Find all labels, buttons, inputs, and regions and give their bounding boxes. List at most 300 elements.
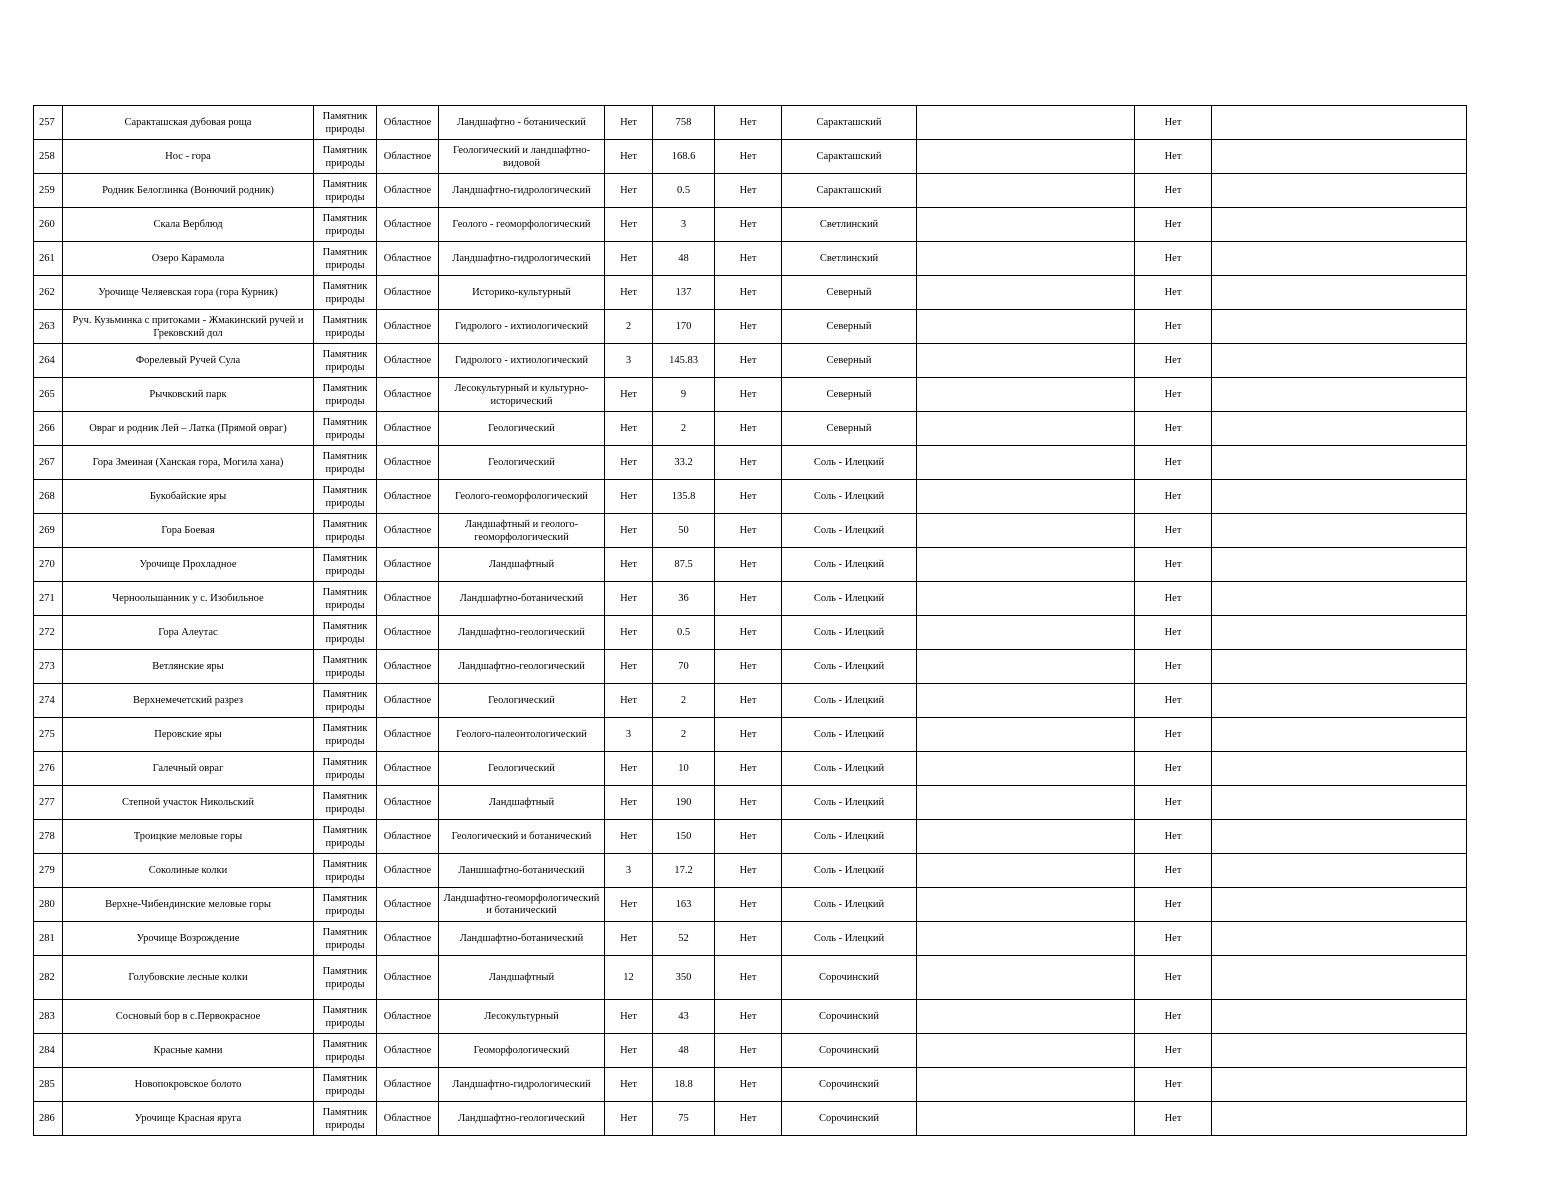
column-7-value: Нет: [715, 786, 782, 820]
row-number: 280: [34, 888, 63, 922]
area: 87.5: [653, 548, 715, 582]
table-row: [34, 140, 1467, 174]
profile: [439, 888, 605, 922]
column-10-value: Нет: [1135, 582, 1212, 616]
column-11-value: [1212, 854, 1467, 888]
significance: Областное: [377, 854, 439, 888]
object-name: Нос - гора: [63, 140, 314, 174]
column-5-value: 3: [605, 718, 653, 752]
column-11-value: [1212, 922, 1467, 956]
column-11-value: [1212, 1034, 1467, 1068]
table-row: [34, 242, 1467, 276]
district: Саракташский: [782, 106, 917, 140]
area: 145.83: [653, 344, 715, 378]
object-name: Степной участок Никольский: [63, 786, 314, 820]
district: Соль - Илецкий: [782, 854, 917, 888]
district: Сорочинский: [782, 1102, 917, 1136]
column-10-value: Нет: [1135, 752, 1212, 786]
district: Светлинский: [782, 208, 917, 242]
column-10-value: Нет: [1135, 140, 1212, 174]
column-7-value: Нет: [715, 174, 782, 208]
area: 36: [653, 582, 715, 616]
table-row: [34, 378, 1467, 412]
district: Северный: [782, 310, 917, 344]
column-9-value: [917, 1068, 1135, 1102]
significance: Областное: [377, 616, 439, 650]
column-9-value: [917, 310, 1135, 344]
column-5-value: Нет: [605, 1102, 653, 1136]
column-5-value: Нет: [605, 650, 653, 684]
district: Северный: [782, 412, 917, 446]
column-5-value: Нет: [605, 242, 653, 276]
column-7-value: Нет: [715, 888, 782, 922]
district: Соль - Илецкий: [782, 922, 917, 956]
profile: Ландшафтный: [439, 548, 605, 582]
object-name: Верхне-Чибендинские меловые горы: [63, 888, 314, 922]
column-5-value: Нет: [605, 616, 653, 650]
significance: Областное: [377, 514, 439, 548]
column-9-value: [917, 922, 1135, 956]
table-row: [34, 1068, 1467, 1102]
column-9-value: [917, 752, 1135, 786]
column-9-value: [917, 956, 1135, 1000]
column-5-value: Нет: [605, 446, 653, 480]
category: Памятник природы: [314, 922, 377, 956]
profile: Ландшафтный: [439, 956, 605, 1000]
column-11-value: [1212, 412, 1467, 446]
table-row: [34, 106, 1467, 140]
district: Северный: [782, 378, 917, 412]
column-7-value: Нет: [715, 1000, 782, 1034]
profile: Геологический: [439, 446, 605, 480]
row-number: 282: [34, 956, 63, 1000]
column-7-value: Нет: [715, 684, 782, 718]
significance: Областное: [377, 820, 439, 854]
column-9-value: [917, 378, 1135, 412]
area: 163: [653, 888, 715, 922]
row-number: 281: [34, 922, 63, 956]
column-10-value: Нет: [1135, 378, 1212, 412]
area: 2: [653, 718, 715, 752]
significance: Областное: [377, 480, 439, 514]
area: 3: [653, 208, 715, 242]
column-9-value: [917, 854, 1135, 888]
column-11-value: [1212, 242, 1467, 276]
object-name: Форелевый Ручей Сула: [63, 344, 314, 378]
profile: Геолого-геоморфологический: [439, 480, 605, 514]
column-5-value: Нет: [605, 684, 653, 718]
area: 52: [653, 922, 715, 956]
column-10-value: Нет: [1135, 1034, 1212, 1068]
row-number: 263: [34, 310, 63, 344]
area: 758: [653, 106, 715, 140]
column-9-value: [917, 242, 1135, 276]
column-7-value: Нет: [715, 956, 782, 1000]
district: Соль - Илецкий: [782, 820, 917, 854]
table-row: [34, 480, 1467, 514]
category: Памятник природы: [314, 378, 377, 412]
district: Соль - Илецкий: [782, 480, 917, 514]
column-9-value: [917, 514, 1135, 548]
category: Памятник природы: [314, 174, 377, 208]
column-11-value: [1212, 276, 1467, 310]
table-row: [34, 344, 1467, 378]
category: Памятник природы: [314, 344, 377, 378]
object-name: Черноольшанник у с. Изобильное: [63, 582, 314, 616]
column-7-value: Нет: [715, 1068, 782, 1102]
column-7-value: Нет: [715, 820, 782, 854]
area: 33.2: [653, 446, 715, 480]
district: Северный: [782, 344, 917, 378]
column-5-value: 3: [605, 854, 653, 888]
area: 350: [653, 956, 715, 1000]
row-number: 270: [34, 548, 63, 582]
column-11-value: [1212, 582, 1467, 616]
column-10-value: Нет: [1135, 650, 1212, 684]
object-name: Урочище Челяевская гора (гора Курник): [63, 276, 314, 310]
district: Сорочинский: [782, 1034, 917, 1068]
column-5-value: Нет: [605, 582, 653, 616]
category: Памятник природы: [314, 820, 377, 854]
column-7-value: Нет: [715, 616, 782, 650]
table-row: [34, 922, 1467, 956]
area: 150: [653, 820, 715, 854]
column-7-value: Нет: [715, 208, 782, 242]
column-11-value: [1212, 1000, 1467, 1034]
column-11-value: [1212, 174, 1467, 208]
column-7-value: Нет: [715, 310, 782, 344]
object-name: Урочище Красная яруга: [63, 1102, 314, 1136]
area: 75: [653, 1102, 715, 1136]
column-9-value: [917, 786, 1135, 820]
column-10-value: Нет: [1135, 208, 1212, 242]
row-number: 262: [34, 276, 63, 310]
significance: Областное: [377, 650, 439, 684]
column-11-value: [1212, 956, 1467, 1000]
column-9-value: [917, 276, 1135, 310]
category: Памятник природы: [314, 718, 377, 752]
district: Соль - Илецкий: [782, 684, 917, 718]
column-7-value: Нет: [715, 106, 782, 140]
district: Соль - Илецкий: [782, 446, 917, 480]
district: Соль - Илецкий: [782, 786, 917, 820]
significance: Областное: [377, 140, 439, 174]
column-9-value: [917, 1000, 1135, 1034]
district: Сорочинский: [782, 1068, 917, 1102]
object-name: Рычковский парк: [63, 378, 314, 412]
table-row: [34, 1034, 1467, 1068]
profile: Ландшафтно-ботанический: [439, 582, 605, 616]
column-5-value: 2: [605, 310, 653, 344]
area: 0.5: [653, 616, 715, 650]
object-name: Гора Боевая: [63, 514, 314, 548]
district: Сорочинский: [782, 956, 917, 1000]
table-row: [34, 412, 1467, 446]
object-name: Новопокровское болото: [63, 1068, 314, 1102]
district: Соль - Илецкий: [782, 514, 917, 548]
column-11-value: [1212, 548, 1467, 582]
column-10-value: Нет: [1135, 344, 1212, 378]
column-9-value: [917, 650, 1135, 684]
column-11-value: [1212, 208, 1467, 242]
row-number: 284: [34, 1034, 63, 1068]
row-number: 261: [34, 242, 63, 276]
table-row: [34, 854, 1467, 888]
column-11-value: [1212, 140, 1467, 174]
category: Памятник природы: [314, 140, 377, 174]
row-number: 285: [34, 1068, 63, 1102]
row-number: 283: [34, 1000, 63, 1034]
table-row: [34, 650, 1467, 684]
column-10-value: Нет: [1135, 446, 1212, 480]
table-row: [34, 276, 1467, 310]
column-11-value: [1212, 514, 1467, 548]
column-5-value: Нет: [605, 174, 653, 208]
object-name: Верхнемечетский разрез: [63, 684, 314, 718]
category: Памятник природы: [314, 684, 377, 718]
significance: Областное: [377, 310, 439, 344]
category: Памятник природы: [314, 582, 377, 616]
column-7-value: Нет: [715, 582, 782, 616]
profile: Лесокультурный: [439, 1000, 605, 1034]
column-10-value: Нет: [1135, 310, 1212, 344]
object-name: Красные камни: [63, 1034, 314, 1068]
category: Памятник природы: [314, 650, 377, 684]
category: Памятник природы: [314, 446, 377, 480]
profile: Геолого-палеонтологический: [439, 718, 605, 752]
district: Соль - Илецкий: [782, 888, 917, 922]
column-7-value: Нет: [715, 242, 782, 276]
district: Соль - Илецкий: [782, 650, 917, 684]
column-10-value: Нет: [1135, 174, 1212, 208]
column-5-value: Нет: [605, 480, 653, 514]
column-10-value: Нет: [1135, 820, 1212, 854]
profile: Историко-культурный: [439, 276, 605, 310]
column-11-value: [1212, 786, 1467, 820]
area: 17.2: [653, 854, 715, 888]
district: Северный: [782, 276, 917, 310]
significance: Областное: [377, 1034, 439, 1068]
profile: Ландшафтно-ботанический: [439, 922, 605, 956]
significance: Областное: [377, 786, 439, 820]
area: 2: [653, 684, 715, 718]
profile: Ландшафтно-гидрологический: [439, 242, 605, 276]
profile: Геологический: [439, 684, 605, 718]
column-10-value: Нет: [1135, 514, 1212, 548]
column-10-value: Нет: [1135, 718, 1212, 752]
profile: Геологический и ландшафтно-видовой: [439, 140, 605, 174]
area: 70: [653, 650, 715, 684]
row-number: 264: [34, 344, 63, 378]
category: Памятник природы: [314, 1102, 377, 1136]
column-10-value: Нет: [1135, 548, 1212, 582]
row-number: 277: [34, 786, 63, 820]
column-5-value: Нет: [605, 208, 653, 242]
row-number: 272: [34, 616, 63, 650]
table-row: [34, 548, 1467, 582]
district: Соль - Илецкий: [782, 582, 917, 616]
area: 190: [653, 786, 715, 820]
column-5-value: Нет: [605, 752, 653, 786]
profile: Геологический: [439, 412, 605, 446]
column-9-value: [917, 208, 1135, 242]
column-7-value: Нет: [715, 1034, 782, 1068]
column-7-value: Нет: [715, 752, 782, 786]
column-7-value: Нет: [715, 548, 782, 582]
district: Соль - Илецкий: [782, 616, 917, 650]
profile: Геолого - геоморфологический: [439, 208, 605, 242]
protected-areas-table: [33, 105, 1467, 1136]
significance: Областное: [377, 276, 439, 310]
significance: Областное: [377, 1068, 439, 1102]
column-11-value: [1212, 480, 1467, 514]
profile: Ландшафтно-геологический: [439, 1102, 605, 1136]
district: Соль - Илецкий: [782, 548, 917, 582]
significance: Областное: [377, 1000, 439, 1034]
category: Памятник природы: [314, 276, 377, 310]
table-body: [34, 106, 1467, 1136]
district: Соль - Илецкий: [782, 752, 917, 786]
category: Памятник природы: [314, 310, 377, 344]
column-11-value: [1212, 650, 1467, 684]
column-5-value: Нет: [605, 922, 653, 956]
category: Памятник природы: [314, 548, 377, 582]
table-row: [34, 310, 1467, 344]
column-11-value: [1212, 378, 1467, 412]
table-row: [34, 174, 1467, 208]
object-name: Троицкие меловые горы: [63, 820, 314, 854]
table-row: [34, 956, 1467, 1000]
object-name: Овраг и родник Лей – Латка (Прямой овраг): [63, 412, 314, 446]
area: 137: [653, 276, 715, 310]
table-row: [34, 582, 1467, 616]
significance: Областное: [377, 1102, 439, 1136]
significance: Областное: [377, 718, 439, 752]
object-name: Голубовские лесные колки: [63, 956, 314, 1000]
column-9-value: [917, 582, 1135, 616]
object-name: Озеро Карамола: [63, 242, 314, 276]
significance: Областное: [377, 548, 439, 582]
column-9-value: [917, 140, 1135, 174]
table-row: [34, 718, 1467, 752]
column-7-value: Нет: [715, 514, 782, 548]
column-9-value: [917, 888, 1135, 922]
object-name: Руч. Кузьминка с притоками - Жмакинский ручей и Грековский дол: [63, 310, 314, 344]
column-7-value: Нет: [715, 650, 782, 684]
column-5-value: Нет: [605, 548, 653, 582]
profile: Ландшафтно-гидрологический: [439, 174, 605, 208]
object-name: Гора Змеиная (Ханская гора, Могила хана): [63, 446, 314, 480]
category: Памятник природы: [314, 242, 377, 276]
column-5-value: 12: [605, 956, 653, 1000]
row-number: 269: [34, 514, 63, 548]
column-5-value: Нет: [605, 1000, 653, 1034]
column-9-value: [917, 718, 1135, 752]
column-10-value: Нет: [1135, 786, 1212, 820]
object-name: Ветлянские яры: [63, 650, 314, 684]
column-9-value: [917, 480, 1135, 514]
profile: Ландшафтно - ботанический: [439, 106, 605, 140]
object-name: Скала Верблюд: [63, 208, 314, 242]
category: Памятник природы: [314, 412, 377, 446]
category: Памятник природы: [314, 1034, 377, 1068]
table-row: [34, 752, 1467, 786]
category: Памятник природы: [314, 106, 377, 140]
category: Памятник природы: [314, 854, 377, 888]
area: 10: [653, 752, 715, 786]
column-11-value: [1212, 344, 1467, 378]
area: 50: [653, 514, 715, 548]
profile: Геологический и ботанический: [439, 820, 605, 854]
profile: Гидролого - ихтиологический: [439, 310, 605, 344]
column-10-value: Нет: [1135, 242, 1212, 276]
table-row: [34, 616, 1467, 650]
area: 18.8: [653, 1068, 715, 1102]
column-11-value: [1212, 1068, 1467, 1102]
category: Памятник природы: [314, 786, 377, 820]
profile-text: Ландшафтно-геоморфологический и ботанический: [443, 892, 600, 916]
row-number: 267: [34, 446, 63, 480]
object-name: Урочище Возрождение: [63, 922, 314, 956]
significance: Областное: [377, 956, 439, 1000]
profile: Ландшафтно-гидрологический: [439, 1068, 605, 1102]
table-row: [34, 514, 1467, 548]
column-5-value: Нет: [605, 140, 653, 174]
column-9-value: [917, 344, 1135, 378]
column-10-value: Нет: [1135, 684, 1212, 718]
column-5-value: Нет: [605, 1068, 653, 1102]
district: Сорочинский: [782, 1000, 917, 1034]
area: 9: [653, 378, 715, 412]
row-number: 258: [34, 140, 63, 174]
significance: Областное: [377, 888, 439, 922]
column-11-value: [1212, 718, 1467, 752]
area: 170: [653, 310, 715, 344]
category: Памятник природы: [314, 752, 377, 786]
column-10-value: Нет: [1135, 1102, 1212, 1136]
object-name: Соколиные колки: [63, 854, 314, 888]
column-11-value: [1212, 310, 1467, 344]
column-9-value: [917, 548, 1135, 582]
row-number: 278: [34, 820, 63, 854]
category: Памятник природы: [314, 208, 377, 242]
table-row: [34, 888, 1467, 922]
significance: Областное: [377, 684, 439, 718]
object-name: Букобайские яры: [63, 480, 314, 514]
column-9-value: [917, 684, 1135, 718]
object-name: Урочище Прохладное: [63, 548, 314, 582]
column-5-value: Нет: [605, 786, 653, 820]
significance: Областное: [377, 582, 439, 616]
object-name: Гора Алеутас: [63, 616, 314, 650]
significance: Областное: [377, 446, 439, 480]
row-number: 259: [34, 174, 63, 208]
object-name: Родник Белоглинка (Вонючий родник): [63, 174, 314, 208]
row-number: 257: [34, 106, 63, 140]
column-11-value: [1212, 616, 1467, 650]
column-5-value: Нет: [605, 378, 653, 412]
column-5-value: Нет: [605, 106, 653, 140]
area: 48: [653, 242, 715, 276]
significance: Областное: [377, 412, 439, 446]
category: Памятник природы: [314, 514, 377, 548]
profile: Геологический: [439, 752, 605, 786]
row-number: 271: [34, 582, 63, 616]
area: 48: [653, 1034, 715, 1068]
column-7-value: Нет: [715, 344, 782, 378]
row-number: 265: [34, 378, 63, 412]
column-11-value: [1212, 106, 1467, 140]
